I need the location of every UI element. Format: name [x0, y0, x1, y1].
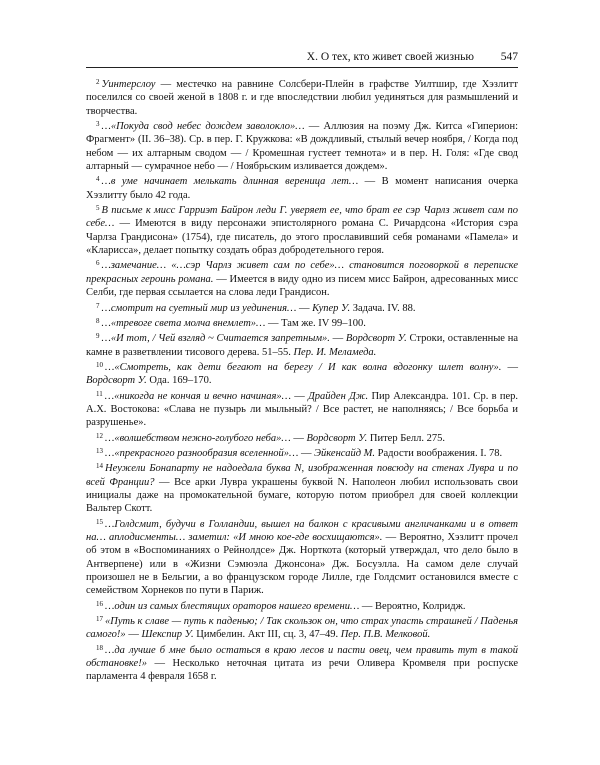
footnote: [86, 516, 518, 598]
footnote-citation: Шекспир У.: [141, 629, 194, 641]
footnote-citation: Неужели Бонапарту не надоедала буква N, изображенная повсюду на стенах Лувра и по всей Франции?: [86, 463, 518, 488]
footnotes: [86, 76, 518, 684]
footnote-text: —: [296, 302, 313, 314]
footnote-number: 6: [96, 259, 100, 268]
footnote: [86, 388, 518, 430]
footnote: [86, 257, 518, 299]
footnote-citation: …«Покуда свод небес дождем заволокло»…: [101, 121, 305, 133]
page-number: 547: [500, 51, 518, 63]
footnote-text: Строки, оставленные на камне в разветвлении тисового дерева. 51–55.: [86, 333, 518, 358]
footnote-text: — Вероятно, Колридж.: [359, 600, 466, 612]
footnote-citation: Вордсворт У.: [345, 333, 407, 345]
footnote-text: — Имеются в виду персонажи эпистолярного романа С. Ричардсона «История сэра Чарлза Грандисона» (1754), где писатель, до этого прославивший себя романами «Памела» и «Кларисса», делает попытку создать образ добродетельного героя.: [86, 218, 518, 257]
footnote-citation: …«тревоге света молча внемлет»…: [101, 317, 266, 329]
footnote: [86, 460, 518, 515]
footnote-citation: …да лучше б мне было остаться в краю лесов и пасти овец, чем править тут в такой обстановке!»: [86, 644, 518, 670]
footnote-citation: …«Смотреть, как дети бегают на берегу / И как волна вдогонку шлет волну».: [105, 361, 502, 373]
footnote-number: 16: [96, 599, 103, 608]
footnote-number: 13: [96, 446, 103, 455]
footnote: [86, 330, 518, 359]
footnote: [86, 76, 518, 118]
footnote-text: —: [329, 333, 346, 345]
footnote-citation: …замечание… «…сэр Чарлз живет сам по себе»… становится поговоркой в переписке прекрасных героинь романа.: [86, 260, 518, 285]
footnote-text: — Там же. IV 99–100.: [265, 317, 366, 329]
footnote: [86, 118, 518, 173]
footnote-text: — Аллюзия на поэму Дж. Китса «Гиперион: Фрагмент» (II. 36–38). Ср. в пер. Г. Кружкова: «В дождливый, стылый вечер ноября, / Когда под небом — их алтарным сводом — / Кромешная густеет темнота» и в пер. Н. Голя: «Где свод алтарный — сумрачное небо — / Ноябрьским изливается дождем».: [86, 121, 518, 173]
footnote-text: — Вероятно, Хэзлитт прочел об этом в «Воспоминаниях о Рейнолдсе» Дж. Норткота (который утверждал, что дело было в Антверпене) или в «Жизни Сэмюэла Джонсона» Дж. Босуэлла. На самом деле случай произошел не в Бельгии, а во французском городе Лилле, где Голдсмит остановился вместе с семейством Хорнеков по пути в Париж.: [86, 532, 518, 597]
footnote-number: 15: [96, 517, 103, 526]
footnote-text: Ода. 169–170.: [146, 375, 212, 387]
footnote: [86, 315, 518, 330]
footnote: [86, 202, 518, 257]
footnote-text: Цимбелин. Акт III, сц. 3, 47–49.: [193, 629, 341, 641]
footnote-number: 10: [96, 360, 103, 369]
footnote-citation: Драйден Дж.: [308, 390, 369, 402]
footnote-citation: В письме к мисс Гарриэт Байрон леди Г. уверяет ее, что брат ее сэр Чарлз живет сам по себе…: [86, 205, 518, 230]
chapter-title: X. О тех, кто живет своей жизнью: [306, 51, 474, 63]
footnote-citation: …смотрит на суетный мир из уединения…: [101, 302, 297, 314]
footnote-citation: …в уме начинает мелькать длинная вереница лет…: [101, 176, 359, 188]
footnote-text: — Несколько неточная цитата из речи Оливера Кромвеля при роспуске парламента 4 февраля 1658 г.: [86, 658, 518, 683]
footnote-text: Пир Александра. 101. Ср. в пер. А.Х. Востокова: «Слава не пузырь ли мыльный? / Все растет, не наполняясь; / Все борьба и разрушенье».: [86, 390, 519, 429]
footnote-text: —: [290, 390, 309, 402]
footnote-text: —: [298, 447, 315, 459]
footnote-citation: …«прекрасного разнообразия вселенной»…: [105, 447, 299, 459]
footnote-citation: Вордсворт У.: [86, 375, 147, 387]
footnote-citation: «Путь к славе — путь к паденью; / Так скользок он, что страх упасть страшней / Паденья самого!»: [86, 616, 518, 641]
footnote-citation: …Голдсмит, будучи в Голландии, вышел на балкон с красивыми англичанками и в ответ на… аплодисменты… заметил: «И мною кое-где восхищаются».: [86, 518, 518, 543]
footnote-text: Радости воображения. I. 78.: [375, 447, 503, 459]
footnote-text: — Имеется в виду одно из писем мисс Байрон, адресованных мисс Селби, где первая ссылается на слова леди Грандисон.: [86, 273, 518, 299]
footnote-text: —: [501, 361, 519, 373]
footnote-number: 11: [96, 389, 103, 398]
footnote: [86, 598, 518, 613]
footnote-number: 14: [96, 462, 103, 471]
footnote: [86, 445, 518, 460]
footnote-number: 9: [96, 332, 100, 341]
footnote-number: 8: [96, 316, 100, 325]
footnote-citation: Купер У.: [312, 302, 351, 314]
footnote-citation: Пер. П.В. Мелковой.: [340, 629, 431, 641]
footnote-text: — В момент написания очерка Хэзлитту было 42 года.: [86, 176, 518, 201]
footnote-text: —: [125, 629, 142, 641]
footnote-number: 7: [96, 301, 100, 310]
footnote-citation: …один из самых блестящих ораторов нашего времени…: [105, 600, 360, 612]
running-header: [86, 50, 518, 68]
footnote-number: 5: [96, 204, 100, 213]
footnote-citation: …«И тот, / Чей взгляд ~ Считается запретным».: [101, 333, 330, 345]
footnote-number: 4: [96, 175, 100, 184]
footnote-number: 3: [96, 120, 100, 129]
footnote: [86, 173, 518, 202]
footnote-text: —: [290, 432, 307, 444]
footnote: [86, 300, 518, 315]
footnote-number: 18: [96, 643, 103, 652]
footnote-text: Задача. IV. 88.: [350, 302, 416, 314]
footnote-number: 17: [96, 615, 103, 624]
footnote-citation: Эйкенсайд М.: [314, 447, 375, 459]
footnote-text: — местечко на равнине Солсбери-Плейн в графстве Уилтшир, где Хэзлитт поселился со своей женой в 1808 г. и где впоследствии любил уединяться для размышлений и творчества.: [86, 79, 518, 117]
footnote-citation: …«никогда не кончая и вечно начиная»…: [104, 390, 291, 402]
footnote-citation: Пер. И. Меламеда.: [293, 346, 377, 358]
footnote-number: 12: [96, 431, 103, 440]
footnote: [86, 430, 518, 445]
footnote: [86, 613, 518, 642]
footnote-text: Питер Белл. 275.: [367, 432, 445, 444]
footnote: [86, 642, 518, 684]
footnote-citation: Уинтерслоу: [101, 79, 156, 90]
footnote-text: — Все арки Лувра украшены буквой N. Наполеон любил использовать свои инициалы даже на промокательной бумаге, которую потом приобрел для своей коллекции Вальтер Скотт.: [86, 476, 518, 515]
footnote-citation: Вордсворт У.: [306, 432, 368, 444]
footnote: [86, 359, 518, 388]
footnote-number: 2: [96, 78, 100, 86]
footnote-citation: …«волшебством нежно-голубого неба»…: [105, 432, 291, 444]
